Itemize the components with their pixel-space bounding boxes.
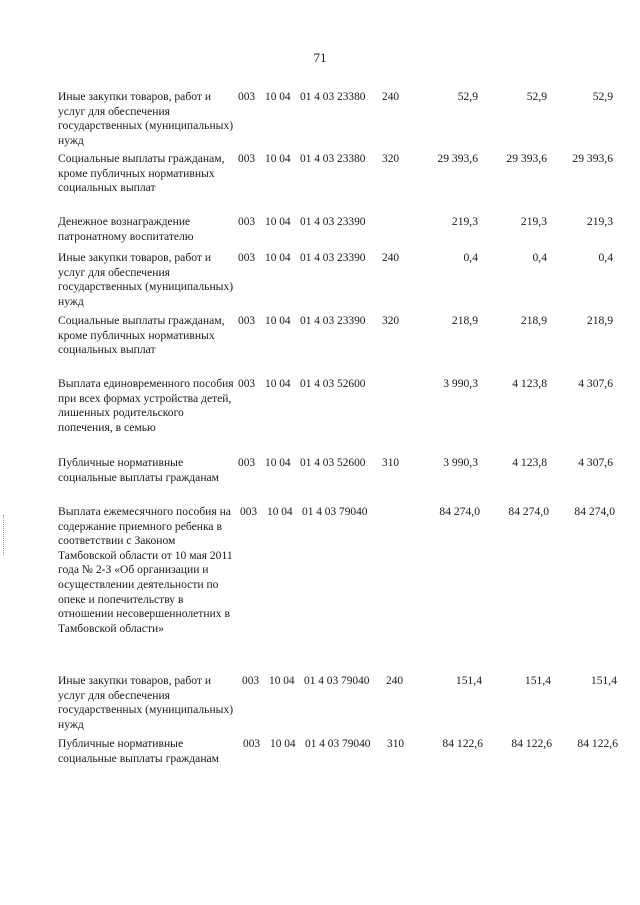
admin-code: 003 [243,738,261,750]
value-year-2: 84 274,0 [508,505,549,518]
target-code: 01 4 03 79040 [304,675,370,687]
value-year-3: 4 307,6 [578,377,613,390]
target-code: 01 4 03 23380 [300,153,366,165]
value-year-1: 151,4 [455,674,482,687]
section-code: 10 04 [265,216,291,228]
target-code: 01 4 03 23390 [300,216,366,228]
value-year-2: 29 393,6 [506,152,547,165]
target-code: 01 4 03 79040 [305,738,371,750]
value-year-3: 84 274,0 [574,505,615,518]
row-name: Публичные нормативные социальные выплаты гражданам [58,737,220,765]
row-name: Социальные выплаты гражданам, кроме публичных нормативных социальных выплат [58,314,225,357]
admin-code: 003 [238,378,256,390]
value-year-2: 218,9 [520,314,547,327]
margin-mark [3,515,6,555]
target-code: 01 4 03 52600 [300,378,366,390]
value-year-3: 4 307,6 [578,456,613,469]
value-year-2: 84 122,6 [511,737,552,750]
expense-type-code: 240 [382,91,400,103]
value-year-3: 151,4 [590,674,617,687]
row-name: Иные закупки товаров, работ и услуг для обеспечения государственных (муниципальных) нужд [58,674,234,731]
value-year-2: 0,4 [532,251,547,264]
admin-code: 003 [240,506,258,518]
section-code: 10 04 [265,153,291,165]
value-year-1: 84 274,0 [439,505,480,518]
row-name: Иные закупки товаров, работ и услуг для обеспечения государственных (муниципальных) нужд [58,251,234,308]
value-year-1: 3 990,3 [443,377,478,390]
row-name: Социальные выплаты гражданам, кроме публичных нормативных социальных выплат [58,152,225,195]
expense-type-code: 240 [386,675,404,687]
row-name: Денежное вознаграждение патронатному воспитателю [58,215,194,243]
value-year-2: 4 123,8 [512,377,547,390]
admin-code: 003 [238,252,256,264]
target-code: 01 4 03 23390 [300,315,366,327]
value-year-2: 4 123,8 [512,456,547,469]
row-name: Иные закупки товаров, работ и услуг для обеспечения государственных (муниципальных) нужд [58,90,234,147]
target-code: 01 4 03 79040 [302,506,368,518]
admin-code: 003 [242,675,260,687]
value-year-1: 218,9 [451,314,478,327]
admin-code: 003 [238,91,256,103]
value-year-3: 84 122,6 [577,737,618,750]
admin-code: 003 [238,153,256,165]
value-year-3: 218,9 [586,314,613,327]
value-year-3: 0,4 [598,251,613,264]
section-code: 10 04 [270,738,296,750]
target-code: 01 4 03 23380 [300,91,366,103]
value-year-1: 84 122,6 [442,737,483,750]
row-name: Публичные нормативные социальные выплаты гражданам [58,456,220,484]
value-year-1: 29 393,6 [437,152,478,165]
value-year-3: 29 393,6 [572,152,613,165]
row-name: Выплата ежемесячного пособия на содержание приемного ребенка в соответствии с Законом Тамбовской области от 10 мая 2011 года № 2-З «Об организации и осуществлении деятельности по опеке и попечительству в отношении несовершеннолетних в Тамбовской области» [58,505,233,635]
section-code: 10 04 [269,675,295,687]
value-year-2: 219,3 [520,215,547,228]
expense-type-code: 240 [382,252,400,264]
admin-code: 003 [238,315,256,327]
section-code: 10 04 [265,91,291,103]
row-name: Выплата единовременного пособия при всех формах устройства детей, лишенных родительского попечения, в семью [58,377,234,434]
expense-type-code: 320 [382,315,400,327]
section-code: 10 04 [265,457,291,469]
value-year-1: 0,4 [463,251,478,264]
expense-type-code: 320 [382,153,400,165]
section-code: 10 04 [265,315,291,327]
value-year-1: 3 990,3 [443,456,478,469]
target-code: 01 4 03 23390 [300,252,366,264]
section-code: 10 04 [265,252,291,264]
value-year-1: 52,9 [457,90,478,103]
value-year-3: 219,3 [586,215,613,228]
admin-code: 003 [238,457,256,469]
section-code: 10 04 [267,506,293,518]
expense-type-code: 310 [387,738,405,750]
admin-code: 003 [238,216,256,228]
value-year-3: 52,9 [592,90,613,103]
value-year-2: 151,4 [524,674,551,687]
expense-type-code: 310 [382,457,400,469]
target-code: 01 4 03 52600 [300,457,366,469]
value-year-1: 219,3 [451,215,478,228]
section-code: 10 04 [265,378,291,390]
value-year-2: 52,9 [526,90,547,103]
page-number: 71 [313,50,327,65]
